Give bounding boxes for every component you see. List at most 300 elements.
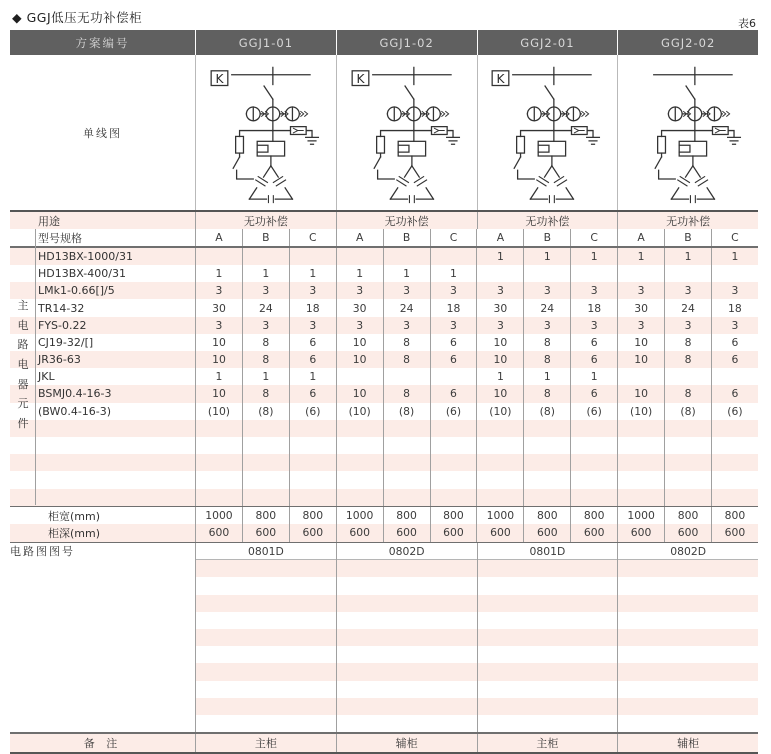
stripe-row xyxy=(337,560,477,577)
value-cell: 18 xyxy=(430,299,477,316)
subcol-header: A xyxy=(195,229,242,246)
discharge-fuse xyxy=(376,136,384,153)
component-row xyxy=(10,403,758,420)
branch-left xyxy=(380,130,413,136)
ground-symbol xyxy=(587,137,600,144)
switch-blade xyxy=(264,85,273,98)
value-cell: 6 xyxy=(570,334,617,351)
stripe-row xyxy=(618,663,758,680)
empty-value-cell xyxy=(242,437,289,454)
subcol-header: B xyxy=(383,229,430,246)
dimension-value: 600 xyxy=(430,524,477,541)
diagram-cell xyxy=(195,55,336,210)
empty-value-cell xyxy=(383,471,430,488)
value-cell: 30 xyxy=(476,299,523,316)
dimension-value: 800 xyxy=(523,507,570,524)
stripe-row xyxy=(337,715,477,732)
circuit-number: 0802D xyxy=(618,543,758,560)
subcol-header: C xyxy=(430,229,477,246)
inner-column-divider xyxy=(35,229,36,505)
stripe-row xyxy=(478,698,618,715)
empty-value-cell xyxy=(476,489,523,506)
empty-value-cell xyxy=(570,420,617,437)
value-cell: 24 xyxy=(664,299,711,316)
title-bar xyxy=(10,5,758,29)
dimension-value: 1000 xyxy=(476,507,523,524)
value-cell xyxy=(430,368,477,385)
empty-value-cell xyxy=(711,420,758,437)
main-circuit-components-vertical-label xyxy=(10,297,36,431)
stripe-row xyxy=(196,681,336,698)
single-line-diagram xyxy=(207,62,325,204)
value-cell: 3 xyxy=(336,282,383,299)
single-line-diagram xyxy=(629,62,747,204)
component-model: HD13BX-400/31 xyxy=(38,267,126,281)
stripe-row xyxy=(337,663,477,680)
stripe-row xyxy=(618,629,758,646)
branch-left xyxy=(521,130,554,136)
empty-value-cell xyxy=(383,489,430,506)
value-cell: 6 xyxy=(289,385,336,402)
value-cell: 3 xyxy=(523,282,570,299)
table-header xyxy=(10,30,758,55)
value-cell: 10 xyxy=(476,351,523,368)
value-cell: (6) xyxy=(430,403,477,420)
empty-value-cell xyxy=(195,454,242,471)
stripe-row xyxy=(618,612,758,629)
discharge-fuse xyxy=(236,136,244,153)
empty-row xyxy=(10,471,758,488)
stripe-row xyxy=(478,560,618,577)
empty-value-cell xyxy=(523,489,570,506)
empty-label-cell xyxy=(10,420,195,437)
ground-symbol xyxy=(306,137,319,144)
capacitor-delta xyxy=(249,165,292,202)
value-cell: 8 xyxy=(664,385,711,402)
dimension-value: 600 xyxy=(242,524,289,541)
value-cell: 6 xyxy=(711,385,758,402)
empty-value-cell xyxy=(617,437,664,454)
value-cell: 8 xyxy=(383,334,430,351)
component-model: JKL xyxy=(38,370,55,384)
switch-blade xyxy=(405,85,414,98)
scheme-header: GGJ1-02 xyxy=(336,30,477,55)
empty-value-cell xyxy=(430,454,477,471)
value-cell: 3 xyxy=(336,317,383,334)
usage-label: 用途 xyxy=(38,214,60,228)
component-row xyxy=(10,317,758,334)
value-cell: 24 xyxy=(523,299,570,316)
stripe-row xyxy=(478,612,618,629)
switch-blade xyxy=(545,85,554,98)
empty-value-cell xyxy=(664,437,711,454)
value-cell: 1 xyxy=(289,368,336,385)
value-cell: 1 xyxy=(664,248,711,265)
stripe-row xyxy=(196,612,336,629)
dimension-value: 1000 xyxy=(336,507,383,524)
subcol-header: C xyxy=(289,229,336,246)
remark-row xyxy=(10,734,758,752)
ground-symbol xyxy=(728,137,741,144)
stripe-row xyxy=(618,646,758,663)
component-row xyxy=(10,299,758,316)
value-cell: 3 xyxy=(476,317,523,334)
value-cell: 3 xyxy=(430,317,477,334)
empty-value-cell xyxy=(242,420,289,437)
capacitor-delta xyxy=(671,165,714,202)
value-cell: 10 xyxy=(195,385,242,402)
dimension-value: 800 xyxy=(242,507,289,524)
empty-value-cell xyxy=(617,489,664,506)
k-label xyxy=(356,72,365,86)
spec-label: 型号规格 xyxy=(38,231,82,245)
value-cell: 1 xyxy=(476,248,523,265)
value-cell: 18 xyxy=(570,299,617,316)
discharge-blade xyxy=(655,156,661,167)
k-label xyxy=(497,72,506,86)
value-cell: 30 xyxy=(336,299,383,316)
subcol-header: A xyxy=(336,229,383,246)
empty-value-cell xyxy=(523,437,570,454)
component-model: TR14-32 xyxy=(38,301,85,315)
discharge-fuse xyxy=(658,136,666,153)
value-cell: 6 xyxy=(570,385,617,402)
empty-value-cell xyxy=(242,471,289,488)
dimension-value: 1000 xyxy=(617,507,664,524)
empty-value-cell xyxy=(195,437,242,454)
value-cell: 30 xyxy=(195,299,242,316)
scheme-header: GGJ2-01 xyxy=(477,30,618,55)
subcol-header: B xyxy=(523,229,570,246)
stripe-row xyxy=(618,560,758,577)
value-cell xyxy=(289,248,336,265)
vertical-label-char: 器 xyxy=(17,377,29,391)
dimension-value: 800 xyxy=(383,507,430,524)
svg-text:K: K xyxy=(215,71,224,86)
empty-value-cell xyxy=(617,420,664,437)
value-cell: 10 xyxy=(476,385,523,402)
empty-value-cell xyxy=(336,454,383,471)
dimension-value: 600 xyxy=(664,524,711,541)
value-cell: 1 xyxy=(523,368,570,385)
dimension-label: 柜深(mm) xyxy=(48,526,101,540)
value-cell: 3 xyxy=(523,317,570,334)
vertical-label-char: 电 xyxy=(17,318,29,332)
empty-value-cell xyxy=(336,437,383,454)
value-cell: 1 xyxy=(242,265,289,282)
stripe-row xyxy=(196,663,336,680)
value-cell: 1 xyxy=(711,248,758,265)
value-cell: 10 xyxy=(336,334,383,351)
empty-value-cell xyxy=(523,471,570,488)
component-model: JR36-63 xyxy=(38,353,81,367)
value-cell: 3 xyxy=(711,317,758,334)
stripe-row xyxy=(337,646,477,663)
empty-value-cell xyxy=(570,437,617,454)
component-row xyxy=(10,334,758,351)
empty-value-cell xyxy=(476,420,523,437)
value-cell: (8) xyxy=(664,403,711,420)
value-cell: 18 xyxy=(289,299,336,316)
stripe-row xyxy=(618,715,758,732)
stripe-row xyxy=(478,715,618,732)
value-cell: 3 xyxy=(711,282,758,299)
value-cell: 1 xyxy=(430,265,477,282)
page-title: ◆ GGJ低压无功补偿柜 xyxy=(12,10,143,25)
component-row xyxy=(10,248,758,265)
value-cell: 8 xyxy=(242,334,289,351)
empty-value-cell xyxy=(664,489,711,506)
dimension-value: 600 xyxy=(711,524,758,541)
component-row xyxy=(10,351,758,368)
circuit-number-label: 电路图图号 xyxy=(10,545,75,559)
value-cell xyxy=(617,368,664,385)
diagram-cell xyxy=(477,55,618,210)
capacitor-delta xyxy=(390,165,433,202)
stripe-row xyxy=(196,629,336,646)
component-row xyxy=(10,385,758,402)
dimension-value: 800 xyxy=(289,507,336,524)
dimension-value: 800 xyxy=(430,507,477,524)
value-cell: 1 xyxy=(336,265,383,282)
value-cell: 1 xyxy=(383,265,430,282)
empty-row xyxy=(10,489,758,506)
value-cell: 6 xyxy=(289,334,336,351)
value-cell: (10) xyxy=(617,403,664,420)
value-cell xyxy=(476,265,523,282)
dimension-value: 800 xyxy=(570,507,617,524)
dimension-row xyxy=(10,507,758,524)
value-cell: (8) xyxy=(523,403,570,420)
value-cell: 8 xyxy=(242,385,289,402)
scheme-number-header: 方案编号 xyxy=(75,35,130,50)
diagram-row-label: 单线图 xyxy=(83,126,122,140)
empty-value-cell xyxy=(664,420,711,437)
empty-row xyxy=(10,437,758,454)
value-cell: 6 xyxy=(430,351,477,368)
stripe-row xyxy=(618,698,758,715)
stripe-row xyxy=(337,681,477,698)
value-cell: 1 xyxy=(570,248,617,265)
value-cell: 1 xyxy=(195,265,242,282)
empty-value-cell xyxy=(617,471,664,488)
value-cell xyxy=(195,248,242,265)
value-cell: 3 xyxy=(476,282,523,299)
remark-value: 辅柜 xyxy=(617,734,758,752)
value-cell: (6) xyxy=(570,403,617,420)
stripe-row xyxy=(196,577,336,594)
empty-value-cell xyxy=(242,489,289,506)
contactor-box xyxy=(257,141,284,156)
stripe-row xyxy=(478,629,618,646)
empty-value-cell xyxy=(383,420,430,437)
value-cell: 8 xyxy=(523,385,570,402)
ground-symbol xyxy=(446,137,459,144)
value-cell: 3 xyxy=(195,282,242,299)
vertical-label-char: 元 xyxy=(17,397,29,411)
dimension-row xyxy=(10,524,758,541)
vertical-label-char: 主 xyxy=(17,299,29,312)
value-cell: 10 xyxy=(476,334,523,351)
value-cell: 3 xyxy=(664,317,711,334)
dimension-value: 600 xyxy=(383,524,430,541)
branch-left xyxy=(239,130,272,136)
value-cell xyxy=(383,248,430,265)
circuit-number-block xyxy=(10,543,758,732)
empty-value-cell xyxy=(570,471,617,488)
stripe-row xyxy=(618,577,758,594)
value-cell: 10 xyxy=(336,385,383,402)
empty-label-cell xyxy=(10,489,195,506)
branch-left xyxy=(662,130,695,136)
empty-value-cell xyxy=(430,420,477,437)
value-cell: 6 xyxy=(711,351,758,368)
subcol-header: B xyxy=(664,229,711,246)
stripe-row xyxy=(478,577,618,594)
empty-value-cell xyxy=(711,489,758,506)
dimension-value: 600 xyxy=(523,524,570,541)
value-cell: 8 xyxy=(383,385,430,402)
value-cell xyxy=(430,248,477,265)
empty-value-cell xyxy=(195,489,242,506)
remark-value: 主柜 xyxy=(477,734,618,752)
empty-value-cell xyxy=(664,454,711,471)
empty-value-cell xyxy=(617,454,664,471)
component-model: LMk1-0.66[]/5 xyxy=(38,284,115,298)
stripe-row xyxy=(337,577,477,594)
spec-table xyxy=(10,30,758,754)
value-cell: 8 xyxy=(383,351,430,368)
value-cell: 6 xyxy=(711,334,758,351)
value-cell xyxy=(570,265,617,282)
value-cell: 8 xyxy=(242,351,289,368)
empty-row xyxy=(10,454,758,471)
value-cell: (6) xyxy=(289,403,336,420)
value-cell xyxy=(617,265,664,282)
empty-value-cell xyxy=(476,471,523,488)
svg-text:K: K xyxy=(356,71,365,86)
value-cell: 6 xyxy=(430,385,477,402)
value-cell: 1 xyxy=(289,265,336,282)
value-cell: 10 xyxy=(336,351,383,368)
dimension-value: 600 xyxy=(336,524,383,541)
value-cell: (10) xyxy=(195,403,242,420)
circuit-number-group xyxy=(195,543,336,732)
component-model: CJ19-32/[] xyxy=(38,335,94,349)
value-cell xyxy=(711,368,758,385)
value-cell: 3 xyxy=(289,282,336,299)
empty-row xyxy=(10,420,758,437)
value-cell: 3 xyxy=(195,317,242,334)
dimension-value: 600 xyxy=(476,524,523,541)
contactor-box xyxy=(679,141,706,156)
subcol-header: C xyxy=(570,229,617,246)
value-cell: 10 xyxy=(617,385,664,402)
dimension-value: 800 xyxy=(664,507,711,524)
component-model: BSMJ0.4-16-3 xyxy=(38,387,112,401)
dimension-value: 600 xyxy=(617,524,664,541)
stripe-row xyxy=(478,595,618,612)
value-cell xyxy=(242,248,289,265)
diagram-cell xyxy=(617,55,758,210)
dimension-value: 600 xyxy=(570,524,617,541)
spec-header-row xyxy=(10,229,758,246)
empty-value-cell xyxy=(711,471,758,488)
empty-value-cell xyxy=(289,437,336,454)
stripe-row xyxy=(337,612,477,629)
subcol-header: C xyxy=(711,229,758,246)
value-cell xyxy=(336,248,383,265)
value-cell: 3 xyxy=(617,282,664,299)
empty-value-cell xyxy=(195,471,242,488)
value-cell: 1 xyxy=(195,368,242,385)
subcol-header: B xyxy=(242,229,289,246)
empty-value-cell xyxy=(289,420,336,437)
diagram-row xyxy=(10,55,758,210)
dimension-value: 600 xyxy=(195,524,242,541)
contactor-box xyxy=(398,141,425,156)
remark-value: 辅柜 xyxy=(336,734,477,752)
usage-value: 无功补偿 xyxy=(617,212,758,229)
empty-value-cell xyxy=(711,437,758,454)
component-row xyxy=(10,368,758,385)
stripe-row xyxy=(196,698,336,715)
value-cell: 24 xyxy=(383,299,430,316)
scheme-header: GGJ2-02 xyxy=(617,30,758,55)
dimension-label: 柜宽(mm) xyxy=(48,509,101,523)
empty-value-cell xyxy=(570,454,617,471)
value-cell: (10) xyxy=(476,403,523,420)
empty-value-cell xyxy=(336,489,383,506)
component-row xyxy=(10,282,758,299)
empty-value-cell xyxy=(711,454,758,471)
value-cell: 10 xyxy=(617,334,664,351)
value-cell: 3 xyxy=(617,317,664,334)
value-cell: 1 xyxy=(476,368,523,385)
empty-value-cell xyxy=(336,420,383,437)
value-cell: 1 xyxy=(570,368,617,385)
discharge-blade xyxy=(374,156,380,167)
component-model: FYS-0.22 xyxy=(38,318,87,332)
stripe-row xyxy=(337,629,477,646)
discharge-fuse xyxy=(517,136,525,153)
k-label xyxy=(215,72,224,86)
diagram-cell xyxy=(336,55,477,210)
value-cell: (6) xyxy=(711,403,758,420)
value-cell: 6 xyxy=(430,334,477,351)
value-cell: 3 xyxy=(383,317,430,334)
value-cell xyxy=(664,265,711,282)
stripe-row xyxy=(478,681,618,698)
component-row xyxy=(10,265,758,282)
remark-label: 备 注 xyxy=(83,736,122,750)
empty-value-cell xyxy=(383,454,430,471)
remark-value: 主柜 xyxy=(195,734,336,752)
value-cell: (10) xyxy=(336,403,383,420)
empty-label-cell xyxy=(10,454,195,471)
empty-value-cell xyxy=(336,471,383,488)
value-cell: (8) xyxy=(242,403,289,420)
empty-value-cell xyxy=(664,471,711,488)
value-cell: 8 xyxy=(523,351,570,368)
value-cell: 6 xyxy=(289,351,336,368)
empty-value-cell xyxy=(289,454,336,471)
empty-value-cell xyxy=(523,420,570,437)
value-cell xyxy=(711,265,758,282)
usage-value: 无功补偿 xyxy=(477,212,618,229)
value-cell: 3 xyxy=(430,282,477,299)
subcol-header: A xyxy=(617,229,664,246)
